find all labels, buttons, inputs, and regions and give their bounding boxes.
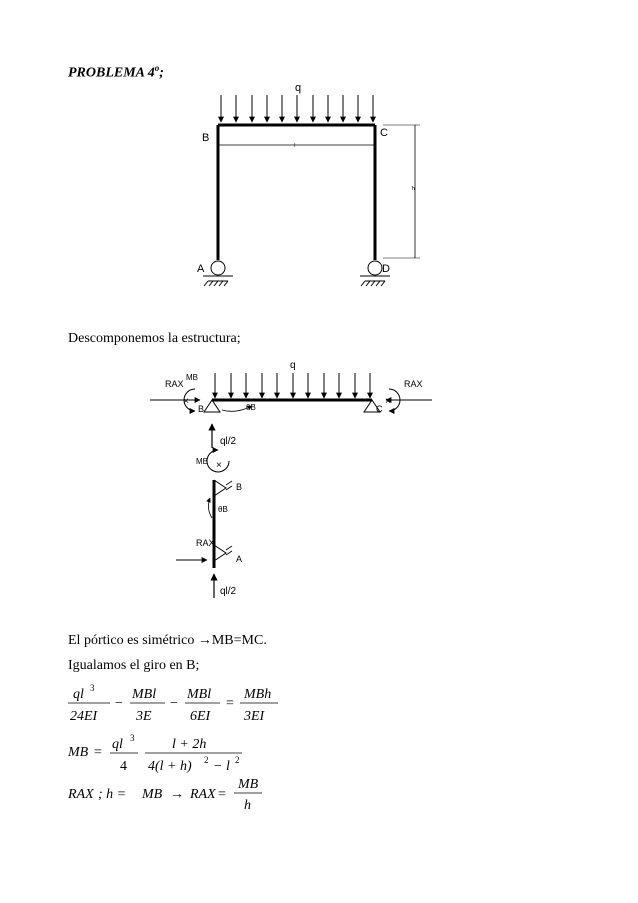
- svg-text:2: 2: [235, 755, 240, 765]
- decomposed-diagram: [0, 340, 638, 620]
- pin-B-top: [204, 400, 220, 412]
- label-thetaB-top: θB: [246, 403, 256, 412]
- label-A-col: A: [236, 554, 243, 564]
- label-l: l: [294, 143, 296, 149]
- svg-text:4: 4: [120, 759, 127, 774]
- svg-text:MBl: MBl: [187, 687, 212, 702]
- pin-A-col: [214, 545, 226, 561]
- label-B-top: B: [198, 404, 205, 414]
- frame-diagram: [0, 0, 638, 320]
- svg-text:2: 2: [204, 755, 209, 765]
- svg-text:3E: 3E: [136, 709, 152, 724]
- svg-text:h: h: [244, 798, 251, 813]
- x-mark-col: ×: [216, 460, 222, 471]
- label-h: h: [412, 186, 415, 192]
- equation-3: [67, 777, 262, 813]
- equations: [60, 678, 460, 818]
- paragraph-rotation: Igualamos el giro en B;: [68, 658, 200, 673]
- svg-text:−: −: [170, 696, 178, 711]
- label-C: C: [380, 127, 388, 139]
- label-RAX-col: RAX: [196, 538, 215, 548]
- label-RAX-right: RAX: [404, 379, 423, 389]
- svg-text:MB: MB: [68, 745, 89, 760]
- paragraph-symmetry: El pórtico es simétrico →MB=MC.: [68, 633, 267, 648]
- label-ql2-bottom: ql/2: [220, 586, 237, 597]
- equation-1: [68, 683, 278, 724]
- svg-text:=: =: [218, 787, 226, 802]
- equation-2: [67, 733, 242, 774]
- svg-text:MB: MB: [142, 787, 163, 802]
- svg-text:24EI: 24EI: [70, 709, 98, 724]
- x-mark-left: ×: [183, 396, 189, 407]
- svg-text:MBh: MBh: [244, 687, 272, 702]
- svg-text:MB: MB: [238, 777, 259, 792]
- x-mark-right: ×: [385, 396, 391, 407]
- label-MB-col: MB: [196, 457, 208, 466]
- label-B-col: B: [236, 482, 243, 492]
- label-B: B: [202, 132, 210, 144]
- label-q2: q: [290, 360, 296, 371]
- paragraph-decompose: Descomponemos la estructura;: [68, 331, 241, 346]
- svg-text:; h =: ; h =: [98, 787, 127, 802]
- svg-text:3: 3: [130, 733, 135, 743]
- svg-text:3EI: 3EI: [244, 709, 265, 724]
- pin-B-col: [214, 480, 226, 496]
- label-q: q: [295, 82, 302, 94]
- label-MB-top: MB: [186, 373, 198, 382]
- svg-text:− l: − l: [213, 759, 230, 774]
- svg-text:RAX: RAX: [68, 787, 94, 802]
- rotation-thetaB-col: [208, 498, 212, 518]
- svg-text:l + 2h: l + 2h: [172, 737, 207, 752]
- svg-text:=: =: [94, 745, 102, 760]
- label-A: A: [197, 263, 205, 275]
- label-D: D: [382, 263, 390, 275]
- distributed-load-q: [221, 95, 373, 122]
- svg-text:−: −: [115, 696, 123, 711]
- svg-text:MBl: MBl: [132, 687, 157, 702]
- svg-text:=: =: [226, 696, 234, 711]
- label-RAX-left: RAX: [165, 379, 184, 389]
- distributed-load-q2: [215, 373, 370, 398]
- svg-text:→: →: [170, 787, 184, 802]
- label-ql2-top: ql/2: [220, 436, 237, 447]
- svg-text:ql: ql: [112, 737, 123, 752]
- svg-text:ql: ql: [73, 687, 84, 702]
- svg-text:4(l + h): 4(l + h): [148, 759, 192, 774]
- problem-title: PROBLEMA 4$^o$;: [68, 63, 164, 81]
- svg-text:RAX: RAX: [190, 787, 216, 802]
- label-C-top: C: [376, 404, 383, 414]
- svg-text:3: 3: [90, 683, 95, 693]
- support-A: [203, 261, 233, 286]
- label-thetaB-col: θB: [218, 505, 228, 514]
- svg-text:6EI: 6EI: [190, 709, 211, 724]
